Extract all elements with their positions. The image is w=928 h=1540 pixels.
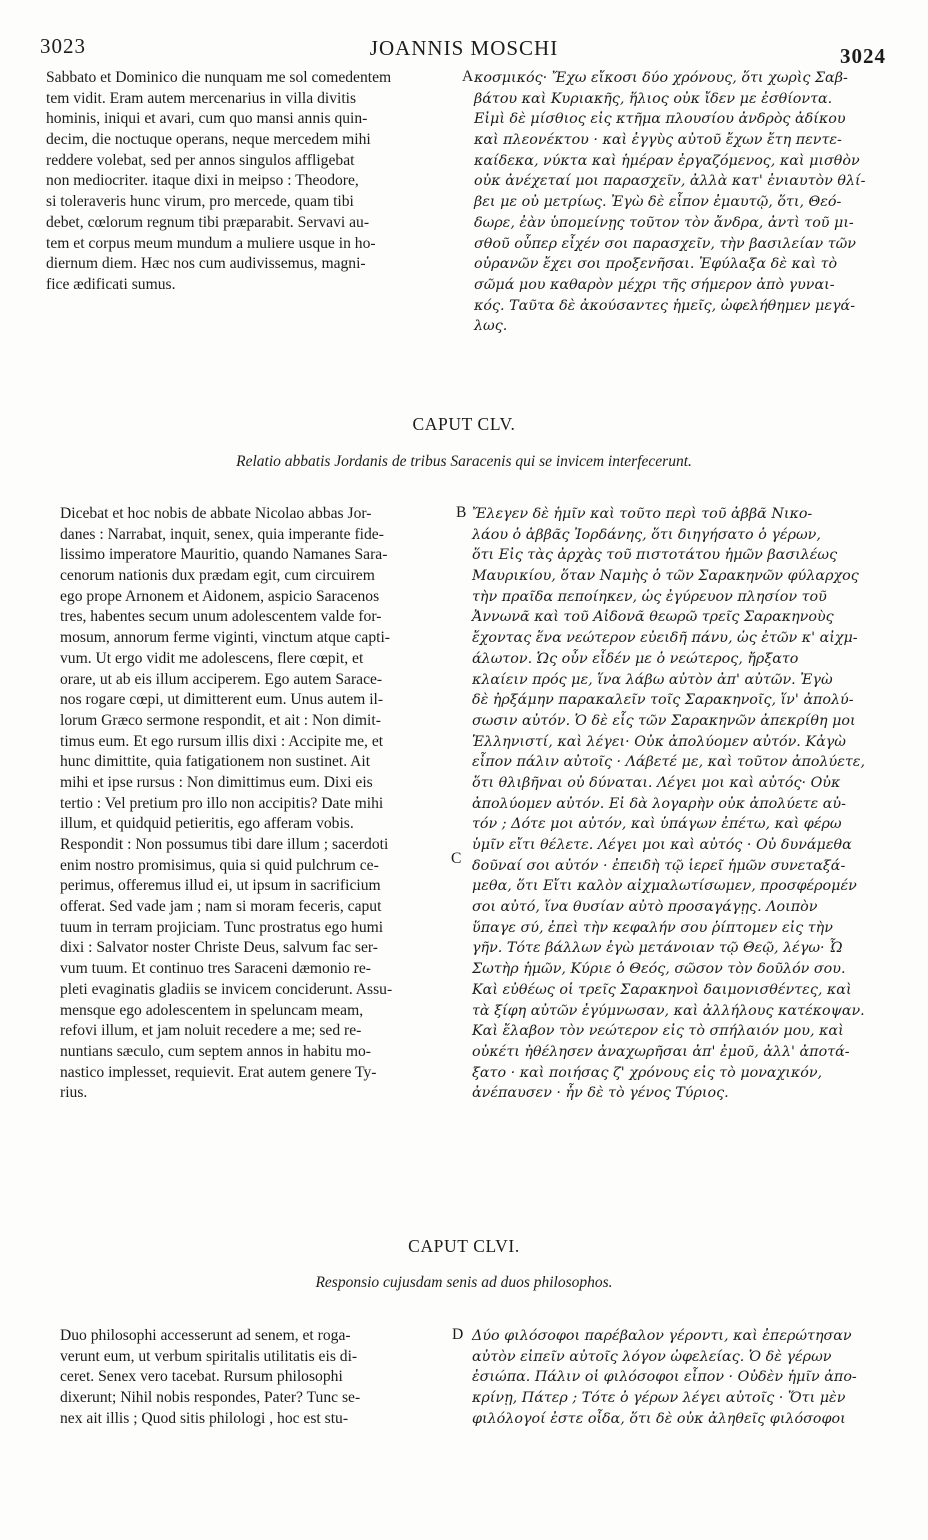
text-line: rius. — [60, 1084, 88, 1102]
text-line: nuntians sæculo, cum septem annos in habitu mo- — [60, 1042, 371, 1060]
text-line: cenorum nationis dux prædam egit, cum circuirem — [60, 567, 375, 585]
text-line: Sabbato et Dominico die nunquam me sol comedentem — [46, 69, 392, 86]
text-line: ξατο · καὶ ποιήσας ζ' χρόνους εἰς τὸ μοναχικόν, — [472, 1064, 823, 1081]
text-line: καίδεκα, νύκτα καὶ ἡμέραν ἐργαζόμενος, καὶ μισθὸν — [474, 152, 860, 169]
text-line: tem et corpus meum mundum a muliere usque in ho- — [46, 234, 376, 252]
text-line: tem vidit. Eram autem mercenarius in villa divitis — [46, 89, 357, 107]
text-line: Duo philosophi accesserunt ad senem, et roga- — [60, 1327, 351, 1344]
text-line: δὲ ἠρξάμην παρακαλεῖν τοῖς Σαρακηνοῖς, ἵν' ἀπολύ- — [472, 692, 854, 709]
text-line: Ἀννωνᾶ καὶ τοῦ Αἰδονᾶ θεωρῶ τρεῖς Σαρακηνοὺς — [472, 609, 834, 626]
chapter-155-subtitle: Relatio abbatis Jordanis de tribus Saracenis qui se invicem interfecerunt. — [236, 453, 692, 470]
text-line: αὐτὸν εἰπεῖν αὐτοῖς λόγον ὠφελείας. Ὁ δὲ γέρων — [472, 1348, 832, 1365]
text-line: vum tuum. Et continuo tres Saraceni dæmonio re- — [60, 960, 371, 978]
text-line: ἀπολύομεν αὐτόν. Εἰ δὰ λογαρὴν οὐκ ἀπολύετε αὐ- — [472, 795, 846, 812]
text-line: offerat. Sed vade jam ; nam si moram feceris, caput — [60, 898, 382, 916]
text-line: ego prope Arnonem et Aidonem, aspicio Saracenos — [60, 587, 380, 605]
text-line: Δύο φιλόσοφοι παρέβαλον γέροντι, καὶ ἐπερώτησαν — [472, 1328, 852, 1344]
text-line: ἐσιώπα. Πάλιν οἱ φιλόσοφοι εἶπον · Οὐδὲν ἡμῖν ἀπο- — [472, 1369, 857, 1386]
text-line: illum, et quidquid petieritis, ego afferam vobis. — [60, 815, 354, 833]
text-line: perimus, offeremus illud ei, ut ipsum in sacrificium — [60, 877, 381, 895]
text-line: dixi : Salvator noster Christe Deus, salvum fac ser- — [60, 939, 378, 957]
text-line: κός. Ταῦτα δὲ ἀκούσαντες ἡμεῖς, ὠφελήθημεν μεγά- — [474, 297, 856, 314]
text-line: γῆν. Τότε βάλλων ἐγὼ μετάνοιαν τῷ Θεῷ, λέγω· Ὦ — [472, 940, 843, 957]
text-line: οὐκέτι ἠθέλησεν ἀναχωρῆσαι ἀπ' ἐμοῦ, ἀλλ' ἀποτά- — [472, 1043, 850, 1060]
text-line: κρίνῃ, Πάτερ ; Τότε ὁ γέρων λέγει αὐτοῖς · Ὅτι μὲν — [472, 1390, 846, 1407]
text-line: mihi et ipse rursus : Non dimittimus eum. Dixi eis — [60, 773, 373, 791]
text-line: οὐκ ἀνέχεταί μοι παρασχεῖν, ἀλλὰ κατ' ἐνιαυτὸν θλί- — [474, 173, 866, 190]
text-line: tertio : Vel pretium pro illo non accipitis? Date mihi — [60, 794, 384, 812]
text-line: τὴν πραῖδα πεποίηκεν, ὡς ἐγύρευον πλησίον τοῦ — [472, 588, 827, 605]
text-line: vum. Ut ergo vidit me adolescens, flere cœpit, et — [60, 649, 364, 667]
text-line: ἀνέπαυσεν · ἦν δὲ τὸ γένος Τύριος. — [472, 1085, 729, 1102]
text-line: οὐρανῶν ἔχει σοι προξενῆσαι. Ἐφύλαξα δὲ καὶ τὸ — [474, 256, 838, 273]
text-line: mosum, annorum ferme viginti, vinctum atque capti- — [60, 629, 390, 647]
text-line: nos rogare cœpi, ut dimitterent eum. Unus autem il- — [60, 691, 384, 709]
text-line: dixerunt; Nihil nobis respondes, Pater? Tunc se- — [60, 1389, 361, 1407]
text-line: fice ædificati sumus. — [46, 275, 176, 293]
margin-marker-c: C — [451, 850, 462, 867]
margin-marker-b: B — [456, 504, 467, 521]
text-line: λως. — [474, 318, 508, 335]
running-title: JOANNIS MOSCHI — [369, 36, 559, 60]
text-line: κλαίειν πρός με, ἵνα λάβω αὐτὸν ἀπ' αὐτῶν. Ἐγὼ — [472, 671, 833, 688]
text-line: δωρε, ἐὰν ὑπομείνῃς τοῦτον τὸν ἄνδρα, ἀντὶ τοῦ μι- — [474, 214, 854, 231]
text-line: ὅτι θλιβῆναι οὐ δύναται. Λέγει μοι καὶ αὐτός· Οὐκ — [472, 774, 841, 791]
text-line: lissimo imperatore Mauritio, quando Namanes Sara- — [60, 546, 388, 564]
text-line: orare, ut ab eis illum acciperem. Ego autem Sarace- — [60, 670, 383, 688]
text-line: βει με οὐ μετρίως. Ἐγὼ δὲ εἶπον ἐμαυτῷ, ὅτι, Θεό- — [474, 194, 842, 211]
text-line: σῶμά μου καθαρὸν μέχρι τῆς σήμερον ἀπὸ γυναι- — [474, 276, 835, 293]
ch155-latin-column — [60, 504, 392, 1104]
text-line: hominis, iniqui et avari, cum quo mansi annis quin- — [46, 110, 368, 128]
text-line: άλωτον. Ὡς οὖν εἶδέν με ὁ νεώτερος, ἤρξατο — [472, 650, 799, 667]
text-line: μεθα, ὅτι Εἴτι καλὸν αἰχμαλωτίσωμεν, προσφέρομέν — [472, 878, 857, 895]
text-line: εἶπον πάλιν αὐτοῖς · Λάβετέ με, καὶ τοῦτον ἀπολύετε, — [472, 754, 866, 771]
chapter-156-heading: CAPUT CLVI. — [408, 1236, 520, 1256]
text-line: enim nostro promisimus, quia si quid pulchrum ce- — [60, 856, 379, 874]
margin-marker-a: A — [462, 68, 474, 85]
text-line: si toleraveris hunc virum, pro mercede, quam tibi — [46, 193, 354, 211]
text-line: tuum in terram projiciam. Tunc prostratus ego humi — [60, 918, 384, 936]
chapter-156-subtitle: Responsio cujusdam senis ad duos philosophos. — [315, 1274, 613, 1291]
text-line: mensque ego adolescentem in speluncam meam, — [60, 1001, 364, 1019]
text-line: ὑμῖν εἴτι θέλετε. Λέγει μοι καὶ αὐτός · Οὐ δυνάμεθα — [472, 837, 852, 853]
text-line: Ἔλεγεν δὲ ἡμῖν καὶ τοῦτο περὶ τοῦ ἀββᾶ Νικο- — [472, 506, 813, 522]
ch156-greek-column — [472, 1326, 857, 1429]
text-line: Μαυρικίου, ὅταν Ναμὴς ὁ τῶν Σαρακηνῶν φύλαρχος — [472, 568, 859, 585]
text-line: σθοῦ οὗπερ εἶχέν σοι παρασχεῖν, τὴν βασιλείαν τῶν — [474, 235, 856, 252]
text-line: ceret. Senex vero tacebat. Rursum philosophi — [60, 1368, 343, 1386]
right-page-number: 3024 — [840, 44, 886, 68]
margin-marker-d: D — [452, 1326, 464, 1343]
ch154-greek-column — [474, 68, 866, 337]
text-line: refovi illum, et jam noluit recedere a me; sed re- — [60, 1022, 362, 1040]
text-line: danes : Narrabat, inquit, senex, quia imperante fide- — [60, 525, 384, 543]
ch155-greek-column — [472, 504, 865, 1104]
text-line: Καὶ ἔλαβον τὸν νεώτερον εἰς τὸ σπήλαιόν μου, καὶ — [472, 1023, 844, 1040]
text-line: decim, die noctuque operans, neque mercedem mihi — [46, 131, 371, 149]
ch154-latin-column — [46, 68, 391, 296]
text-line: δοῦναί σοι αὐτόν · ἐπειδὴ τῷ ἱερεῖ ἡμῶν συνεταξά- — [472, 857, 846, 874]
text-line: λάου ὁ ἀββᾶς Ἰορδάνης, ὅτι διηγήσατο ὁ γέρων, — [472, 526, 821, 543]
text-line: Respondit : Non possumus tibi dare illum ; sacerdoti — [60, 836, 389, 853]
text-line: βάτου καὶ Κυριακῆς, ἥλιος οὐκ ἴδεν με ἐσθίοντα. — [474, 90, 833, 107]
text-line: ὅτι Εἰς τὰς ἀρχὰς τοῦ πιστοτάτου ἡμῶν βασιλέως — [472, 547, 838, 564]
text-line: pleti evaginatis gladiis se invicem conciderunt. Assu- — [60, 980, 393, 998]
text-line: τὰ ξίφη αὐτῶν ἐγύμνωσαν, καὶ ἀλλήλους κατέκοψαν. — [472, 1002, 865, 1019]
text-line: non mediocriter. itaque dixi in meipso : Theodore, — [46, 172, 359, 190]
text-line: lorum Græco sermone respondit, et ait : Non dimit- — [60, 711, 381, 729]
left-page-number: 3023 — [40, 34, 86, 58]
text-line: φιλόλογοί ἐστε οἶδα, ὅτι δὲ οὐκ ἀληθεῖς φιλόσοφοι — [472, 1410, 846, 1427]
text-line: diernum diem. Hæc nos cum audivissemus, magni- — [46, 255, 366, 273]
text-line: τόν ; Δότε μοι αὐτόν, καὶ ὑπάγων ἐπέτω, καὶ φέρω — [472, 816, 842, 833]
text-line: Ἑλληνιστί, καὶ λέγει· Οὐκ ἀπολύομεν αὐτόν. Κἀγὼ — [472, 733, 846, 750]
text-line: nastico implesset, requievit. Erat autem genere Ty- — [60, 1063, 377, 1081]
text-line: reddere volebat, sed per annos singulos affligebat — [46, 151, 355, 169]
text-line: Σωτὴρ ἡμῶν, Κύριε ὁ Θεός, σῶσον τὸν δοῦλόν σου. — [472, 961, 846, 978]
text-line: Dicebat et hoc nobis de abbate Nicolao abbas Jor- — [60, 505, 372, 522]
ch156-latin-column — [60, 1326, 360, 1429]
chapter-155-heading: CAPUT CLV. — [412, 414, 516, 434]
text-line: σοι αὐτό, ἵνα θυσίαν αὐτὸ προσαγάγῃς. Λοιπὸν — [472, 899, 818, 916]
text-line: Καὶ εὐθέως οἱ τρεῖς Σαρακηνοὶ δαιμονισθέντες, καὶ — [472, 981, 852, 998]
text-line: Εἰμὶ δὲ μίσθιος εἰς κτῆμα πλουσίου ἀνδρὸς ἀδίκου — [474, 111, 846, 128]
text-line: κοσμικός· Ἔχω εἴκοσι δύο χρόνους, ὅτι χωρὶς Σαβ- — [474, 70, 848, 86]
text-line: hunc dimittite, quia fatigationem non sustinet. Ait — [60, 753, 371, 771]
text-line: debet, cœlorum regnum tibi præparabit. Servavi au- — [46, 213, 370, 231]
text-line: tres, habentes secum unum adolescentem valde for- — [60, 608, 382, 626]
text-line: σωσιν αὐτόν. Ὁ δὲ εἷς τῶν Σαρακηνῶν ἀπεκρίθη μοι — [472, 712, 856, 729]
text-line: καὶ πλεονέκτου · καὶ ἐγγὺς αὐτοῦ ἔχων ἔτη πεντε- — [474, 132, 842, 149]
text-line: timus eum. Et ego rursum illis dixi : Accipite me, et — [60, 732, 384, 750]
text-line: verunt eum, ut verbum spiritalis utilitatis eis di- — [60, 1347, 358, 1365]
text-line: nex ait illis ; Quod sitis philologi , hoc est stu- — [60, 1409, 349, 1427]
text-line: ἔχοντας ἕνα νεώτερον εὐειδῆ πάνυ, ὡς ἐτῶν κ' αἰχμ- — [472, 630, 858, 647]
text-line: ὕπαγε σύ, ἐπεὶ τὴν κεφαλήν σου ῥίπτομεν εἰς τὴν — [472, 919, 833, 936]
